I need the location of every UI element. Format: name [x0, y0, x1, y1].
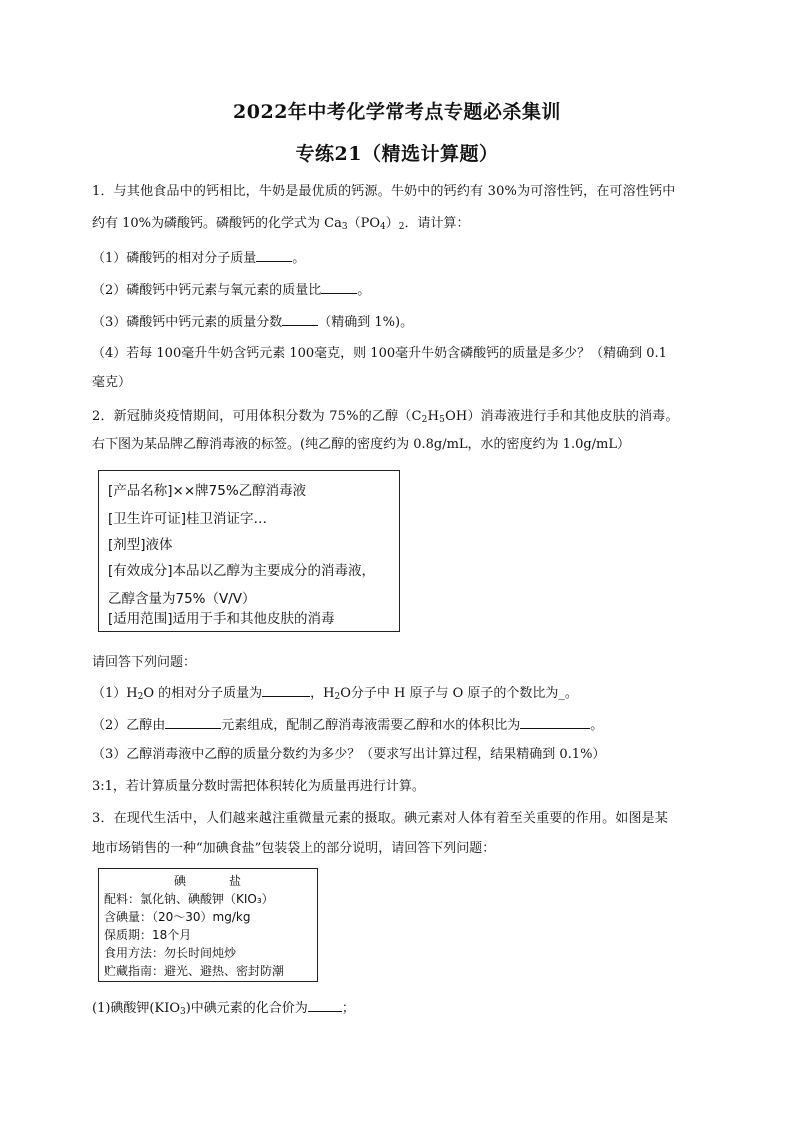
q2-part2: （2）乙醇由 元素组成，配制乙醇消毒液需要乙醇和水的体积比为 。: [92, 718, 604, 733]
q2-prompt: 请回答下列问题：: [92, 655, 197, 670]
label-line: 贮藏指南：避光、避热、密封防潮: [104, 964, 285, 978]
q2-part3: （3）乙醇消毒液中乙醇的质量分数约为多少？（要求写出计算过程，结果精确到 0.1%）: [92, 747, 606, 762]
q3-line1: 3．在现代生活中，人们越来越注重微量元素的摄取。碘元素对人体有着至关重要的作用。如图是某: [92, 811, 669, 826]
answer-blank[interactable]: [262, 684, 310, 697]
ethanol-label-box: [98, 470, 400, 632]
answer-blank[interactable]: [308, 999, 342, 1012]
q2-part1: $(1)H_2O$ 的相对分子质量为 ，$H_2O$分子中 H 原子与 O 原子的个数比为_。: [92, 686, 578, 702]
label-line: [有效成分]本品以乙醇为主要成分的消毒液，: [108, 563, 376, 579]
label-line: 保质期：18个月: [104, 928, 192, 942]
label-line: [适用范围]适用于手和其他皮肤的消毒: [108, 611, 335, 627]
label-line: [卫生许可证]桂卫消证字…: [108, 511, 268, 527]
iodized-salt-label-box: [98, 868, 318, 982]
q2-line1: 2．新冠肺炎疫情期间，可用体积分数为 75%的乙醇$(C_2H_5OH)$消毒液进行手和其他皮肤的消毒。: [92, 409, 679, 425]
q1-part4-cont: 毫克）: [92, 375, 132, 390]
q1-part2: （2）磷酸钙中钙元素与氧元素的质量比 。: [92, 283, 371, 298]
answer-blank[interactable]: [520, 716, 590, 729]
q2-note: 3:1，若计算质量分数时需把体积转化为质量再进行计算。: [92, 779, 425, 794]
q1-part1: （1）磷酸钙的相对分子质量 。: [92, 251, 306, 266]
q2-line2: 右下图为某品牌乙醇消毒液的标签。(纯乙醇的密度约为 0.8g/mL，水的密度约为 1.0g/mL）: [92, 437, 631, 452]
label-line: 乙醇含量为75%（V/V）: [108, 591, 256, 607]
page-subtitle: 专练21（精选计算题）: [295, 143, 499, 165]
page-title: 2022年中考化学常考点专题必杀集训: [233, 101, 561, 123]
answer-blank[interactable]: [165, 716, 221, 729]
answer-blank[interactable]: [321, 281, 357, 294]
label-line: 含碘量：（20～30）mg/kg: [104, 910, 251, 924]
label-title: 碘: [174, 874, 187, 888]
q1-line2: 约有 10%为磷酸钙。磷酸钙的化学式为 $Ca_3(PO_4)_2$．请计算：: [92, 216, 470, 232]
answer-blank[interactable]: [256, 249, 292, 262]
label-line: 食用方法：勿长时间炖炒: [104, 946, 237, 960]
label-title: 盐: [229, 874, 242, 888]
label-line: [产品名称]××牌75%乙醇消毒液: [108, 483, 307, 499]
q1-part4: （4）若每 100毫升牛奶含钙元素 100毫克，则 100毫升牛奶含磷酸钙的质量是多少？（精确到 0.1: [92, 346, 667, 361]
q1-line1: 1．与其他食品中的钙相比，牛奶是最优质的钙源。牛奶中的钙约有 30%为可溶性钙，在可溶性钙中: [92, 184, 676, 199]
label-line: 配料：氯化钠、碘酸钾（KIO₃）: [104, 892, 274, 906]
q3-part1: (1)碘酸钾$(KIO_3)$中碘元素的化合价为 ；: [92, 1001, 355, 1017]
q3-line2: 地市场销售的一种“加碘食盐”包装袋上的部分说明，请回答下列问题：: [92, 841, 496, 856]
q1-part3: （3）磷酸钙中钙元素的质量分数 （精确到 1%)。: [92, 315, 414, 330]
label-line: [剂型]液体: [108, 537, 173, 553]
answer-blank[interactable]: [282, 313, 318, 326]
